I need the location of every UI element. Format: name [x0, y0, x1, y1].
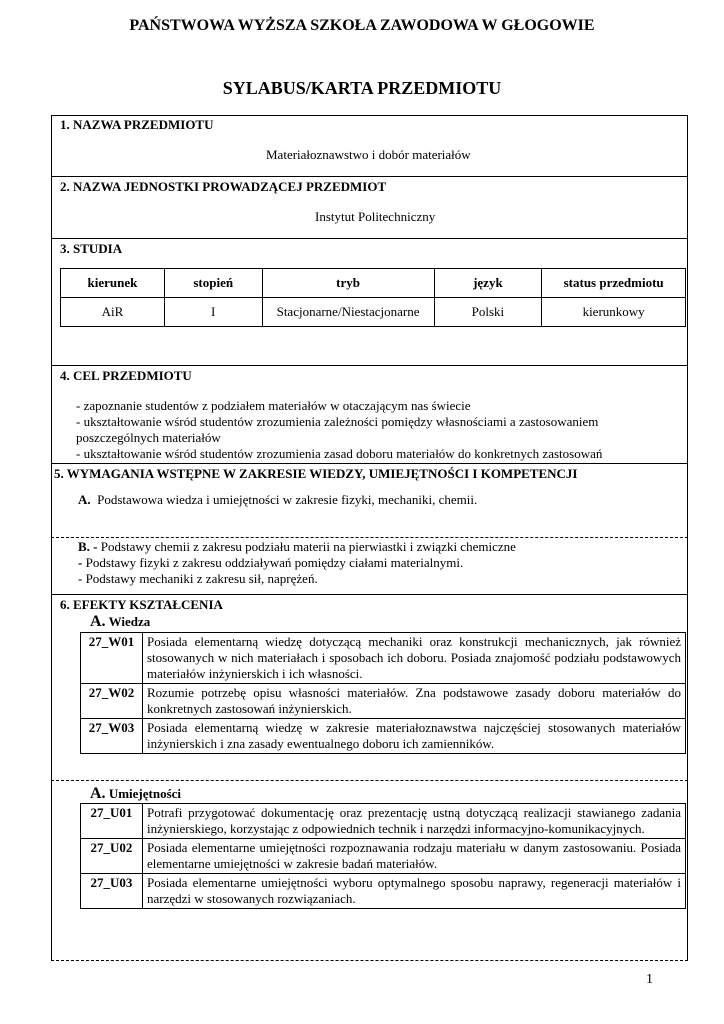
goal-line: - zapoznanie studentów z podziałem materiałów w otaczającym nas świecie: [76, 398, 471, 413]
page-number: 1: [646, 972, 653, 987]
effect-text: Potrafi przygotować dokumentację oraz prezentację ustną dotyczącą realizacji stawianego zadania inżynierskiego, korzystając z odpowiednich technik i narzędzi informacyjno-komunikacyjnych.: [143, 804, 686, 839]
course-goals: [76, 398, 682, 462]
divider: [51, 537, 688, 538]
section-5-heading: 5. WYMAGANIA WSTĘPNE W ZAKRESIE WIEDZY, UMIEJĘTNOŚCI I KOMPETENCJI: [54, 466, 578, 481]
goal-line: - ukształtowanie wśród studentów zrozumienia zasad doboru materiałów do konkretnych zastosowań: [76, 446, 603, 461]
column-header: status przedmiotu: [542, 269, 686, 298]
requirement-b-label: B. -: [78, 539, 98, 554]
column-header: stopień: [164, 269, 262, 298]
table-cell: Polski: [434, 298, 542, 327]
requirement-b-dash: -: [78, 555, 83, 570]
effect-row: [81, 874, 686, 909]
requirement-b-line: Podstawy chemii z zakresu podziału materii na pierwiastki i związki chemiczne: [97, 539, 516, 554]
goal-line: - ukształtowanie wśród studentów zrozumienia zależności pomiędzy własnościami a zastosowaniem: [76, 414, 599, 429]
goal-line: poszczególnych materiałów: [76, 430, 221, 445]
skills-effects-table: [80, 803, 686, 909]
divider: [51, 780, 688, 781]
table-cell: AiR: [61, 298, 165, 327]
table-cell: kierunkowy: [542, 298, 686, 327]
effect-code: 27_U03: [81, 874, 143, 909]
knowledge-label: A. Wiedza: [90, 613, 151, 630]
table-cell: I: [164, 298, 262, 327]
section-2-heading: 2. NAZWA JEDNOSTKI PROWADZĄCEJ PRZEDMIOT: [60, 179, 387, 194]
document-title: SYLABUS/KARTA PRZEDMIOTU: [222, 78, 502, 98]
column-header: kierunek: [61, 269, 165, 298]
effect-row: [81, 839, 686, 874]
studies-data-row: [61, 298, 686, 327]
effect-row: [81, 684, 686, 719]
knowledge-effects-table: [80, 632, 686, 754]
requirement-b: [78, 539, 516, 587]
effect-text: Rozumie potrzebę opisu własności materiałów. Zna podstawowe zasady doboru materiałów do konkretnych zastosowań inżynierskich.: [143, 684, 686, 719]
effect-row: [81, 719, 686, 754]
studies-header-row: [61, 269, 686, 298]
effect-text: Posiada elementarne umiejętności rozpoznawania rodzaju materiału w danym zastosowaniu. Posiada elementarne umiejętności w zakresie badań materiałów.: [143, 839, 686, 874]
skills-label: A. Umiejętności: [90, 785, 182, 802]
studies-table: [60, 268, 686, 327]
effect-code: 27_W03: [81, 719, 143, 754]
requirement-b-line: - Podstawy mechaniki z zakresu sił, naprężeń.: [78, 571, 318, 586]
effect-text: Posiada elementarną wiedzę dotyczącą mechaniki oraz konstrukcji mechanicznych, jak również stosowanych w nich materiałach i sposobach ich doboru. Posiada znajomość podziału podstawowych materiałów inżynierskich i ich własności.: [143, 633, 686, 684]
section-1-heading: 1. NAZWA PRZEDMIOTU: [60, 117, 214, 132]
effect-row: [81, 804, 686, 839]
unit-name: Instytut Politechniczny: [315, 209, 436, 224]
divider: [51, 238, 688, 239]
requirement-a: [78, 492, 477, 508]
requirement-a-text: Podstawowa wiedza i umiejętności w zakresie fizyki, mechaniki, chemii.: [97, 492, 478, 507]
school-name: PAŃSTWOWA WYŻSZA SZKOŁA ZAWODOWA W GŁOGOWIE: [129, 17, 595, 34]
divider: [51, 463, 688, 464]
effect-text: Posiada elementarne umiejętności wyboru optymalnego sposobu naprawy, regeneracji materiałów i narzędzi w stosowanych rozwiązaniach.: [143, 874, 686, 909]
table-cell: Stacjonarne/Niestacjonarne: [262, 298, 434, 327]
requirement-b-line: Podstawy fizyki z zakresu oddziaływań pomiędzy ciałami materialnymi.: [82, 555, 464, 570]
effect-code: 27_U01: [81, 804, 143, 839]
divider: [51, 594, 688, 595]
divider: [51, 176, 688, 177]
divider: [51, 365, 688, 366]
effect-row: [81, 633, 686, 684]
effect-code: 27_W02: [81, 684, 143, 719]
effect-code: 27_W01: [81, 633, 143, 684]
section-3-heading: 3. STUDIA: [60, 241, 123, 256]
column-header: tryb: [262, 269, 434, 298]
section-4-heading: 4. CEL PRZEDMIOTU: [60, 368, 192, 383]
course-name: Materiałoznawstwo i dobór materiałów: [266, 147, 471, 162]
requirement-a-label: A.: [78, 492, 91, 507]
effect-text: Posiada elementarną wiedzę w zakresie materiałoznawstwa najczęściej stosowanych materiałów inżynierskich i zna zasady ewentualnego doboru ich zamienników.: [143, 719, 686, 754]
column-header: język: [434, 269, 542, 298]
effect-code: 27_U02: [81, 839, 143, 874]
section-6-heading: 6. EFEKTY KSZTAŁCENIA: [60, 597, 223, 612]
